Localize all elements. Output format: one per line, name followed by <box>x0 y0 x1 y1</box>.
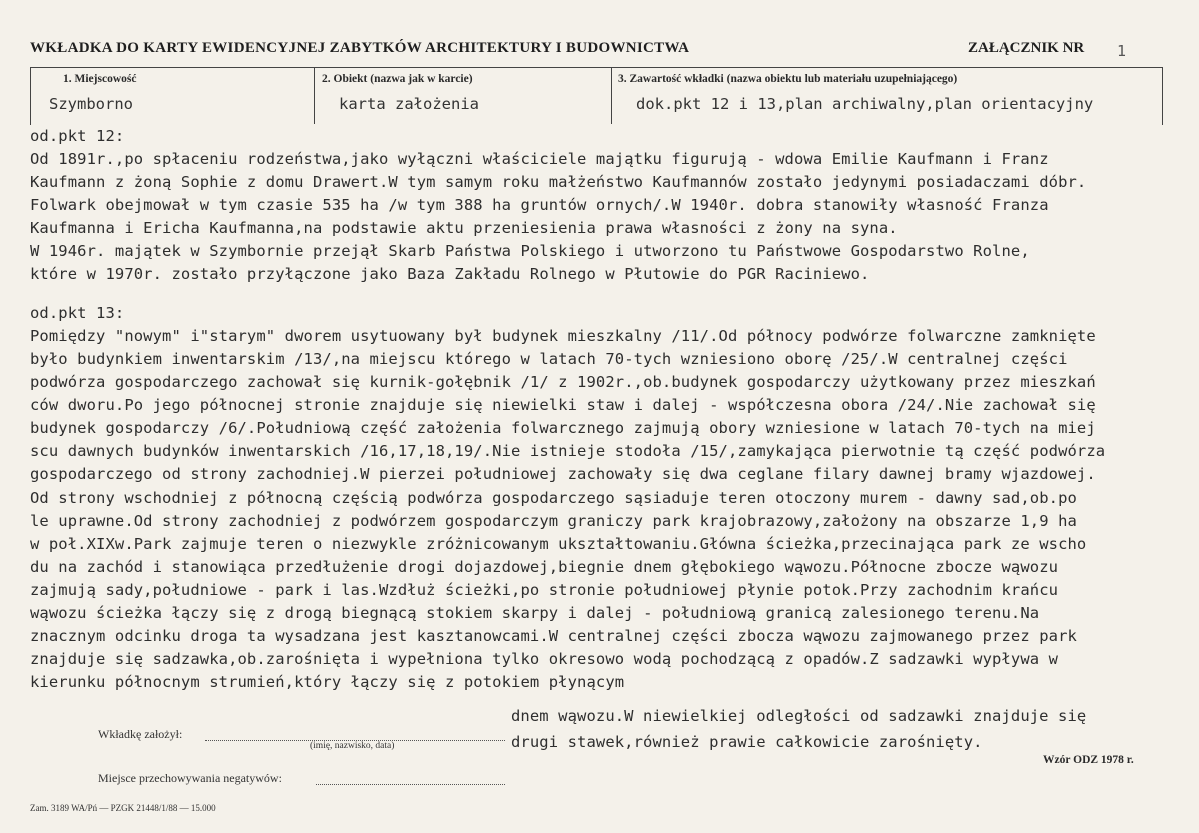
form-title: WKŁADKA DO KARTY EWIDENCYJNEJ ZABYTKÓW ARCHITEKTURY I BUDOWNICTWA <box>30 40 690 56</box>
body-line: Folwark obejmował w tym czasie 535 ha /w tym 388 ha gruntów ornych/.W 1940r. dobra stanowiły własność Franza <box>30 196 1049 214</box>
body-line: które w 1970r. zostało przyłączone jako Baza Zakładu Rolnego w Płutowie do PGR Raciniewo. <box>30 265 870 283</box>
body-line: Od 1891r.,po spłaceniu rodzeństwa,jako wyłączni właściciele majątku figurują - wdowa Emilie Kaufmann i Franz <box>30 150 1049 168</box>
field-1-label: 1. Miejscowość <box>63 73 137 85</box>
body-line: drugi stawek,również prawie całkowicie zarośnięty. <box>511 733 983 751</box>
attachment-number: 1 <box>1117 42 1127 60</box>
print-info: Zam. 3189 WA/Pń — PZGK 21448/1/88 — 15.000 <box>30 803 216 813</box>
body-line: wąwozu ścieżka łączy się z drogą biegnącą stokiem skarpy i dalej - południową granicą zalesionego terenu.Na <box>30 604 1040 622</box>
field-2-value: karta założenia <box>339 95 479 113</box>
body-line: gospodarczego od strony zachodniej.W pierzei południowej zachowały się dwa ceglane filary dawnej bramy wjazdowej. <box>30 465 1096 483</box>
body-line: podwórza gospodarczego zachował się kurnik-gołębnik /1/ z 1902r.,ob.budynek gospodarczy użytkowany przez mieszkań <box>30 373 1096 391</box>
field-2-label: 2. Obiekt (nazwa jak w karcie) <box>322 73 473 85</box>
body-line: w poł.XIXw.Park zajmuje teren o niezwykle zróżnicowanym ukształtowaniu.Główna ścieżka,przecinająca park ze wscho <box>30 535 1087 553</box>
body-line: budynek gospodarczy /6/.Południową część założenia folwarcznego zajmują obory wzniesione w latach 70-tych na miej <box>30 419 1096 437</box>
body-line: znacznym odcinku droga ta wysadzana jest kasztanowcami.W centralnej części zbocza wąwozu zajmowanego przez park <box>30 627 1077 645</box>
body-line: Od strony wschodniej z północną częścią podwórza gospodarczego sąsiaduje teren otoczony murem - dawny sad,ob.po <box>30 489 1077 507</box>
body-line: ców dworu.Po jego północnej stronie znajduje się niewielki staw i dalej - współczesna obora /24/.Nie zachował się <box>30 396 1096 414</box>
body-line: zajmują sady,południowe - park i las.Wzdłuż ścieżki,po stronie południowej płynie potok.Przy zachodnim krańcu <box>30 581 1059 599</box>
body-line: du na zachód i stanowiąca przedłużenie drogi dojazdowej,biegnie dnem głębokiego wąwozu.Północne zbocze wąwozu <box>30 558 1059 576</box>
negatives-line <box>316 784 505 785</box>
field-3-value: dok.pkt 12 i 13,plan archiwalny,plan orientacyjny <box>636 95 1094 113</box>
body-line: było budynkiem inwentarskim /13/,na miejscu którego w latach 70-tych wzniesiono oborę /25/.W centralnej części <box>30 350 1068 368</box>
body-line: scu dawnych budynków inwentarskich /16,17,18,19/.Nie istnieje stodoła /15/,zamykająca pierwotnie tą część podwórza <box>30 442 1106 460</box>
body-line: le uprawne.Od strony zachodniej z podwórzem gospodarczym graniczy park krajobrazowy,założony na obszarze 1,9 ha <box>30 512 1077 530</box>
body-line: znajduje się sadzawka,ob.zarośnięta i wypełniona tylko okresowo wodą pochodzącą z opadów.Z sadzawki wypływa w <box>30 650 1059 668</box>
form-model: Wzór ODZ 1978 r. <box>1043 754 1134 766</box>
body-line: Kaufmann z żoną Sophie z domu Drawert.W tym samym roku małżeństwo Kaufmannów zostało jedynymi posiadaczami dóbr. <box>30 173 1087 191</box>
field-divider-2 <box>611 67 612 124</box>
field-3-label: 3. Zawartość wkładki (nazwa obiektu lub materiału uzupełniającego) <box>618 73 958 85</box>
body-line: dnem wąwozu.W niewielkiej odległości od sadzawki znajduje się <box>511 707 1087 725</box>
body-line: od.pkt 12: <box>30 127 125 145</box>
negatives-label: Miejsce przechowywania negatywów: <box>98 771 282 785</box>
made-by-label: Wkładkę założył: <box>98 727 183 741</box>
attachment-label: ZAŁĄCZNIK NR <box>968 40 1085 56</box>
field-1-value: Szymborno <box>49 95 133 113</box>
body-line: W 1946r. majątek w Szymbornie przejął Skarb Państwa Polskiego i utworzono tu Państwowe Gospodarstwo Rolne, <box>30 242 1030 260</box>
body-line: kierunku północnym strumień,który łączy się z potokiem płynącym <box>30 673 625 691</box>
body-line: od.pkt 13: <box>30 304 125 322</box>
body-line: Pomiędzy "nowym" i"starym" dworem usytuowany był budynek mieszkalny /11/.Od północy podwórze folwarczne zamknięte <box>30 327 1096 345</box>
made-by-hint: (imię, nazwisko, data) <box>310 741 395 751</box>
body-line: Kaufmanna i Ericha Kaufmanna,na podstawie aktu przeniesienia prawa własności z żony na syna. <box>30 219 898 237</box>
field-divider-1 <box>314 67 315 124</box>
